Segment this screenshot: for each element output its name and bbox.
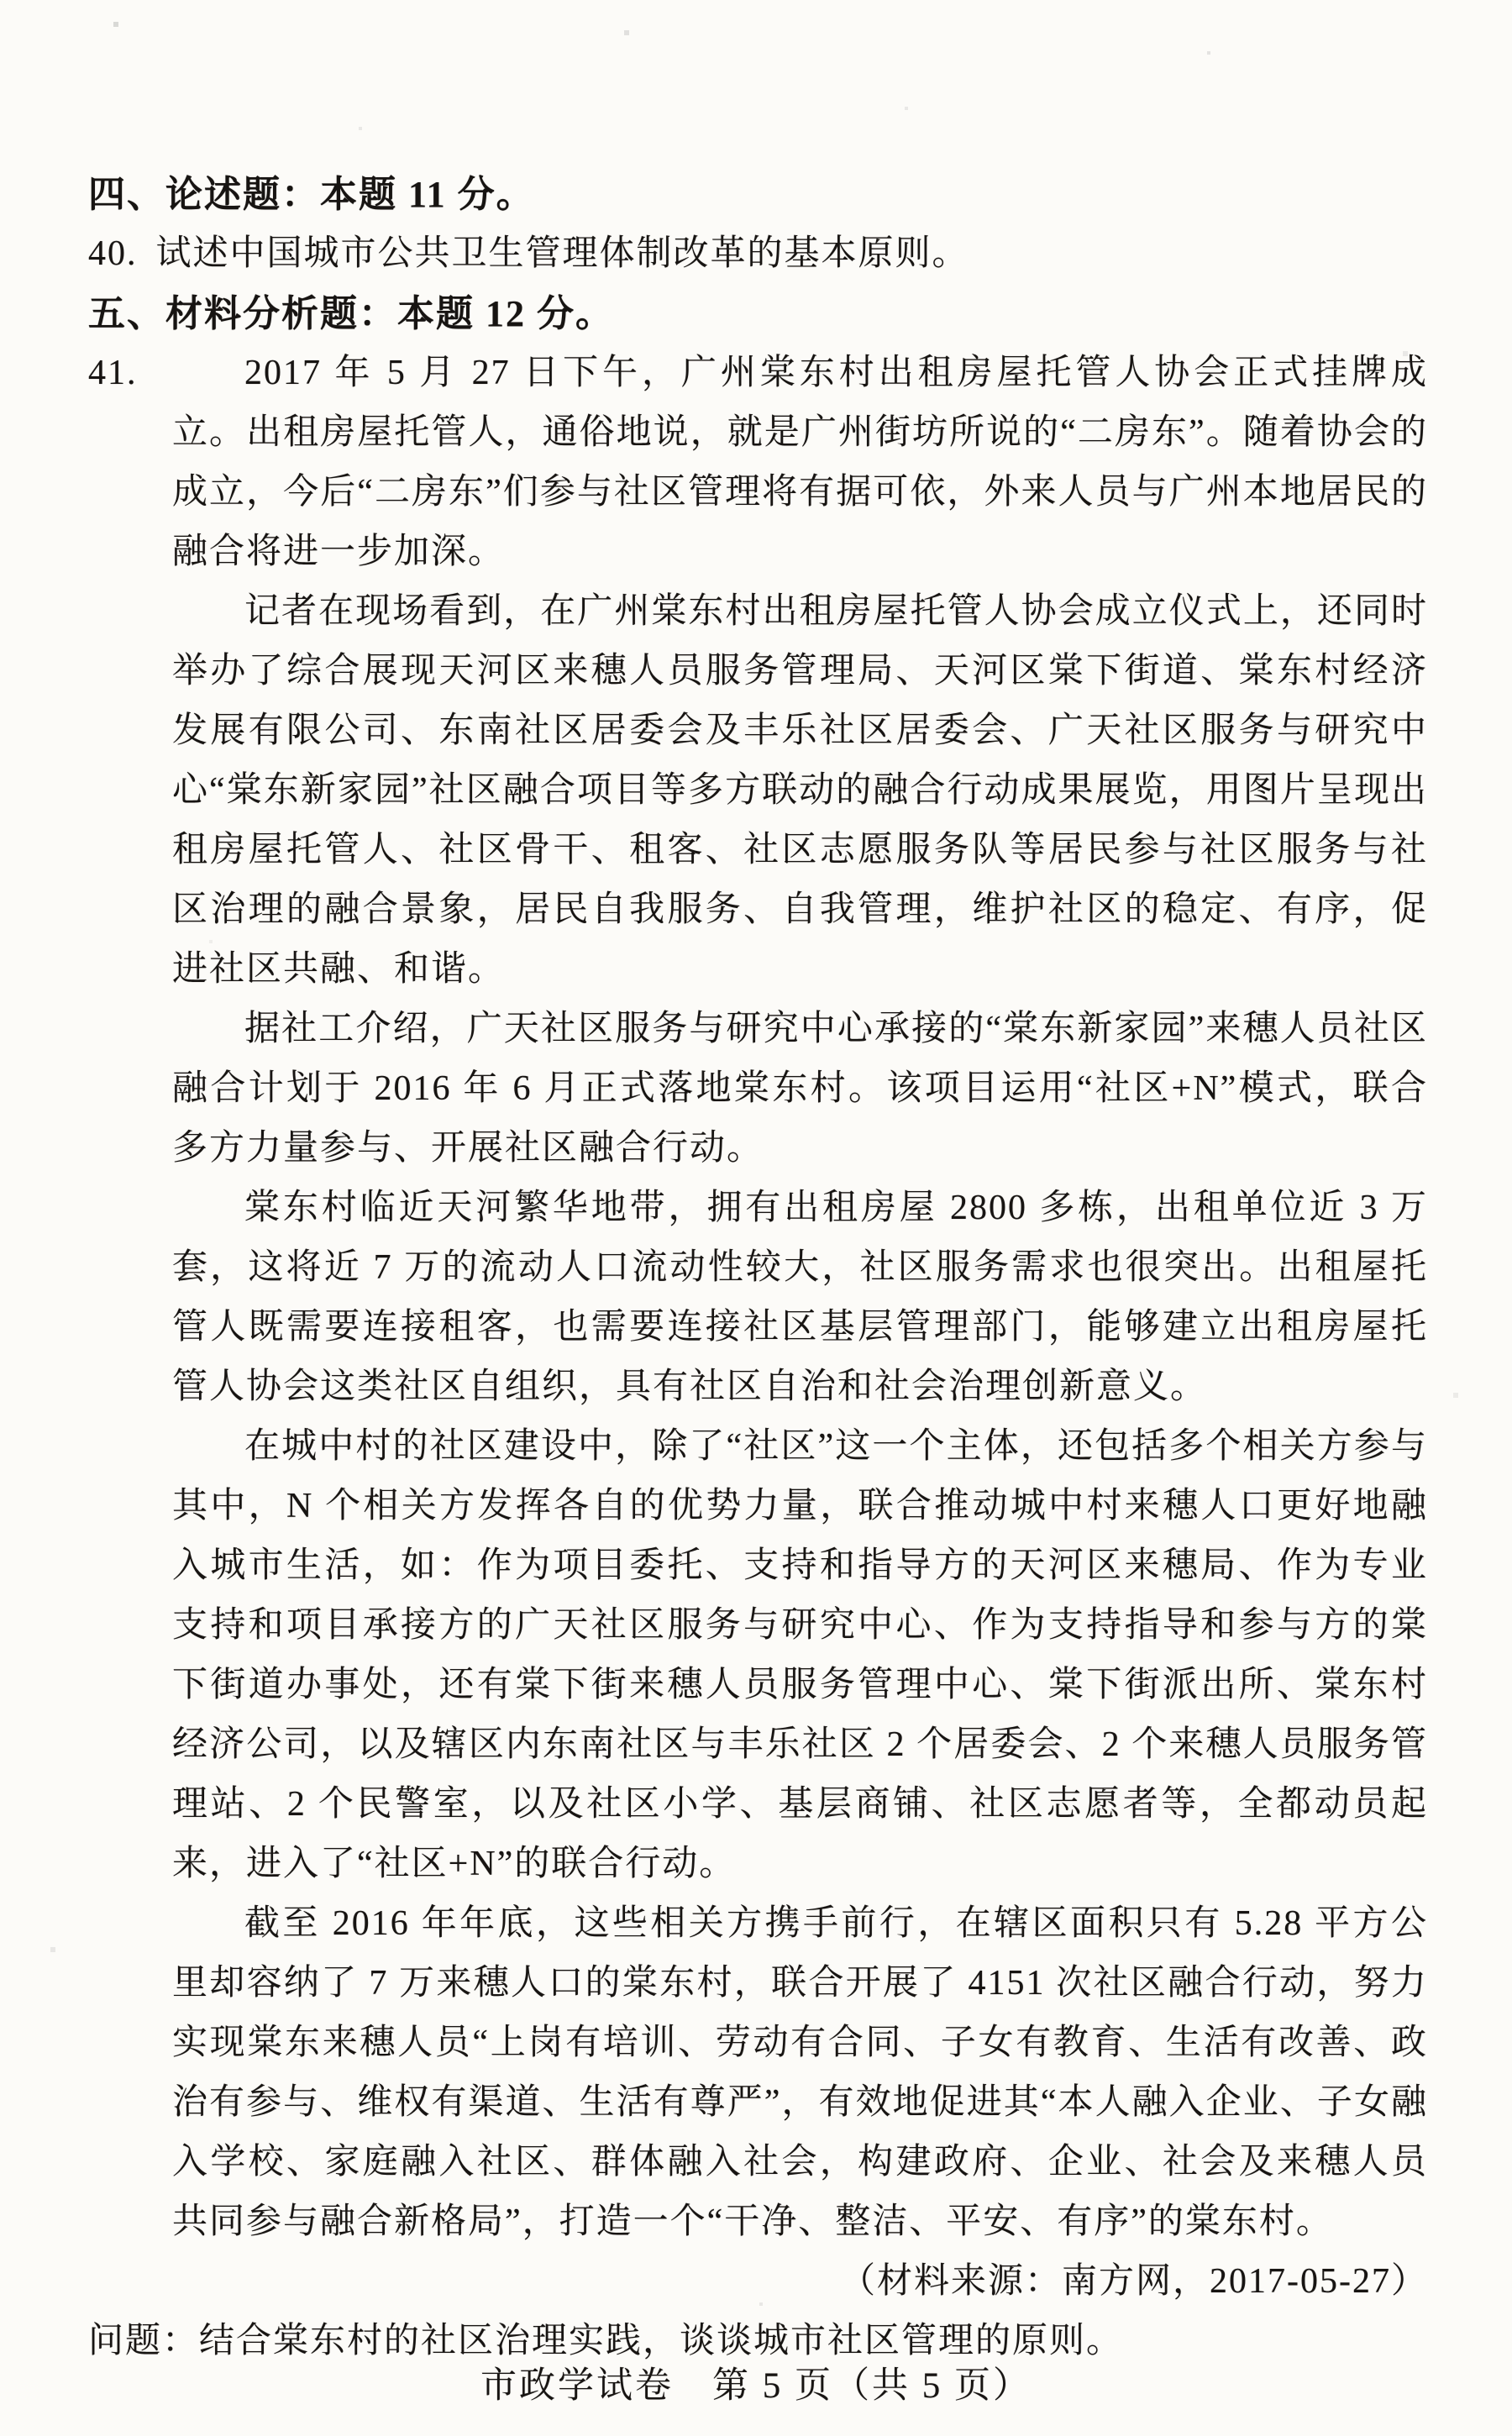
material-paragraph-3: 据社工介绍，广天社区服务与研究中心承接的“棠东新家园”来穗人员社区融合计划于 2016 年 6 月正式落地棠东村。该项目运用“社区+N”模式，联合多方力量参与、开展社区融合行动。 <box>172 1010 1428 1168</box>
question-40 <box>88 224 1428 284</box>
question-41-material <box>172 344 1428 2312</box>
material-paragraph-6: 截至 2016 年年底，这些相关方携手前行，在辖区面积只有 5.28 平方公里却容纳了 7 万来穗人口的棠东村，联合开展了 4151 次社区融合行动，努力实现棠东来穗人员“上岗有培训、劳动有合同、子女有教育、生活有改善、政治有参与、维权有渠道、生活有尊严”，有效地促进其“本人融入企业、子女融入学校、家庭融入社区、群体融入社会，构建政府、企业、社会及来穗人员共同参与融合新格局”，打造一个“干净、整洁、平安、有序”的棠东村。 <box>172 1904 1428 2241</box>
material-paragraph-2: 记者在现场看到，在广州棠东村出租房屋托管人协会成立仪式上，还同时举办了综合展现天河区来穗人员服务管理局、天河区棠下街道、棠东村经济发展有限公司、东南社区居委会及丰乐社区居委会、广天社区服务与研究中心“棠东新家园”社区融合项目等多方联动的融合行动成果展览，用图片呈现出租房屋托管人、社区骨干、租客、社区志愿服务队等居民参与社区服务与社区治理的融合景象，居民自我服务、自我管理，维护社区的稳定、有序，促进社区共融、和谐。 <box>172 592 1428 989</box>
material-paragraph-5: 在城中村的社区建设中，除了“社区”这一个主体，还包括多个相关方参与其中，N 个相关方发挥各自的优势力量，联合推动城中村来穗人口更好地融入城市生活，如：作为项目委托、支持和指导方的天河区来穗局、作为专业支持和项目承接方的广天社区服务与研究中心、作为支持指导和参与方的棠下街道办事处，还有棠下街来穗人员服务管理中心、棠下街派出所、棠东村经济公司，以及辖区内东南社区与丰乐社区 2 个居委会、2 个来穗人员服务管理站、2 个民警室，以及社区小学、基层商铺、社区志愿者等，全都动员起来，进入了“社区+N”的联合行动。 <box>172 1427 1428 1883</box>
exam-content <box>88 165 1428 2371</box>
material-paragraph-1: 2017 年 5 月 27 日下午，广州棠东村出租房屋托管人协会正式挂牌成立。出租房屋托管人，通俗地说，就是广州街坊所说的“二房东”。随着协会的成立，今后“二房东”们参与社区管理将有据可依，外来人员与广州本地居民的融合将进一步加深。 <box>172 354 1428 571</box>
scan-noise <box>0 0 2 2</box>
section-v-title: 材料分析题：本题 12 分。 <box>165 293 614 334</box>
question-41 <box>88 344 1428 2312</box>
page-footer <box>0 2357 1512 2408</box>
section-iv-title: 论述题：本题 11 分。 <box>165 174 535 215</box>
section-iv-heading <box>88 165 1428 224</box>
question-40-number: 40. <box>88 234 138 273</box>
question-41-number: 41. <box>88 354 138 392</box>
section-v-heading <box>88 284 1428 344</box>
section-iv-label: 四、 <box>88 174 165 215</box>
material-source: （材料来源：南方网，2017-05-27） <box>840 2262 1428 2301</box>
question-40-text: 试述中国城市公共卫生管理体制改革的基本原则。 <box>155 234 969 273</box>
material-paragraph-4: 棠东村临近天河繁华地带，拥有出租房屋 2800 多栋，出租单位近 3 万套，这将近 7 万的流动人口流动性较大，社区服务需求也很突出。出租屋托管人既需要连接租客，也需要连接社区基层管理部门，能够建立出租房屋托管人协会这类社区自组织，具有社区自治和社会治理创新意义。 <box>172 1189 1428 1406</box>
question-41-prompt: 问题：结合棠东村的社区治理实践，谈谈城市社区管理的原则。 <box>88 2322 1124 2360</box>
footer-text: 市政学试卷 第 5 页（共 5 页） <box>480 2366 1032 2406</box>
section-v-label: 五、 <box>88 293 165 334</box>
